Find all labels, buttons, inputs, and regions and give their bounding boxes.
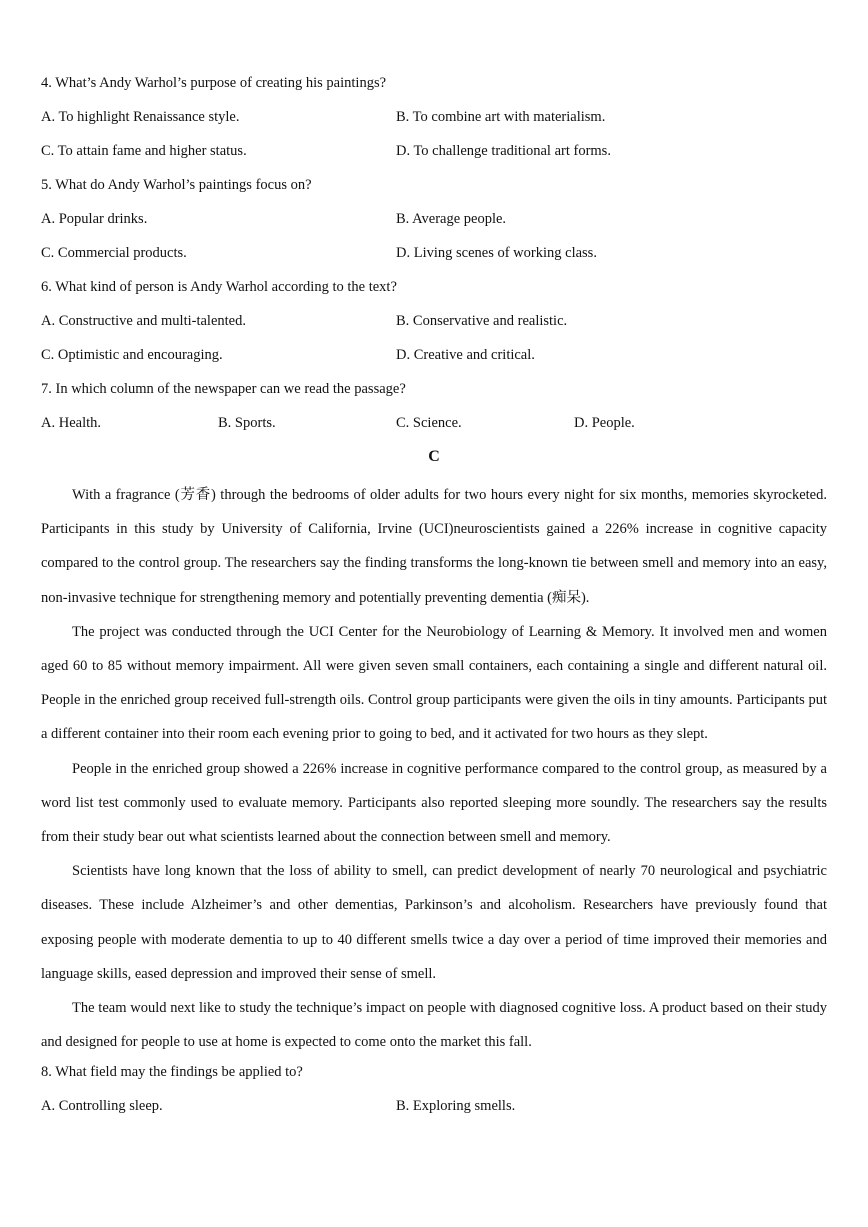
question-4-options-row-1 (41, 104, 827, 138)
question-5-option-c: C. Commercial products. (41, 245, 187, 261)
question-6-option-b: B. Conservative and realistic. (396, 313, 568, 329)
question-7-option-a: A. Health. (41, 415, 101, 431)
question-4-options-row-2 (41, 138, 827, 172)
question-7-option-b: B. Sports. (218, 415, 276, 431)
section-c-paragraph-1: With a fragrance (芳香) through the bedrooms of older adults for two hours every night for six months, memories skyrocketed. Participants in this study by University of California, Irvine (UCI)neuroscientists gained a 226% increase in cognitive capacity compared to the control group. The researchers say the finding transforms the long-known tie between smell and memory into an easy, non-invasive technique for strengthening memory and potentially preventing dementia (痴呆). (41, 487, 827, 606)
question-7-option-d: D. People. (574, 415, 635, 431)
section-c-paragraph-5: The team would next like to study the technique’s impact on people with diagnosed cognitive loss. A product based on their study and designed for people to use at home is expected to come onto the market this fall. (41, 1000, 827, 1051)
question-4-option-c: C. To attain fame and higher status. (41, 143, 247, 159)
question-8-option-b: B. Exploring smells. (396, 1098, 516, 1115)
question-5-options-row-1 (41, 206, 827, 240)
question-5-option-b: B. Average people. (396, 211, 507, 227)
question-6-option-a: A. Constructive and multi-talented. (41, 313, 246, 329)
question-5-option-a: A. Popular drinks. (41, 211, 148, 227)
question-6-stem: 6. What kind of person is Andy Warhol according to the text? (41, 279, 397, 295)
section-c-paragraph-3: People in the enriched group showed a 226% increase in cognitive performance compared to the control group, as measured by a word list test commonly used to evaluate memory. Participants also reported sleeping more soundly. The researchers say the results from their study bear out what scientists learned about the connection between smell and memory. (41, 760, 827, 846)
question-5-option-d: D. Living scenes of working class. (396, 245, 597, 261)
question-8-options-row-1 (41, 1093, 827, 1127)
section-c-heading: C (428, 448, 440, 465)
question-6-options-row-2 (41, 342, 827, 376)
question-6-option-d: D. Creative and critical. (396, 347, 535, 363)
question-7-option-c: C. Science. (396, 415, 462, 431)
question-4-option-b: B. To combine art with materialism. (396, 109, 606, 125)
question-5-options-row-2 (41, 240, 827, 274)
section-c-paragraph-2: The project was conducted through the UCI Center for the Neurobiology of Learning & Memory. It involved men and women aged 60 to 85 without memory impairment. All were given seven small containers, each containing a single and different natural oil. People in the enriched group received full-strength oils. Control group participants were given the oils in tiny amounts. Participants put a different container into their room each evening prior to going to bed, and it activated for two hours as they slept. (41, 623, 827, 743)
question-4-stem: 4. What’s Andy Warhol’s purpose of creating his paintings? (41, 75, 387, 91)
question-8-option-a: A. Controlling sleep. (41, 1098, 163, 1115)
question-6-options-row-1 (41, 308, 827, 342)
question-5-stem: 5. What do Andy Warhol’s paintings focus on? (41, 177, 312, 193)
question-8-stem: 8. What field may the findings be applied to? (41, 1064, 303, 1081)
question-4-option-d: D. To challenge traditional art forms. (396, 143, 611, 159)
question-7-options-row (41, 410, 827, 444)
exam-page (41, 70, 827, 1127)
question-7-stem: 7. In which column of the newspaper can we read the passage? (41, 381, 406, 397)
section-c-paragraph-4: Scientists have long known that the loss of ability to smell, can predict development of nearly 70 neurological and psychiatric diseases. These include Alzheimer’s and other dementias, Parkinson’s and alcoholism. Researchers have previously found that exposing people with moderate dementia to up to 40 different smells twice a day over a period of time improved their memories and language skills, eased depression and improved their sense of smell. (41, 863, 827, 982)
question-6-option-c: C. Optimistic and encouraging. (41, 347, 223, 363)
question-4-option-a: A. To highlight Renaissance style. (41, 109, 240, 125)
